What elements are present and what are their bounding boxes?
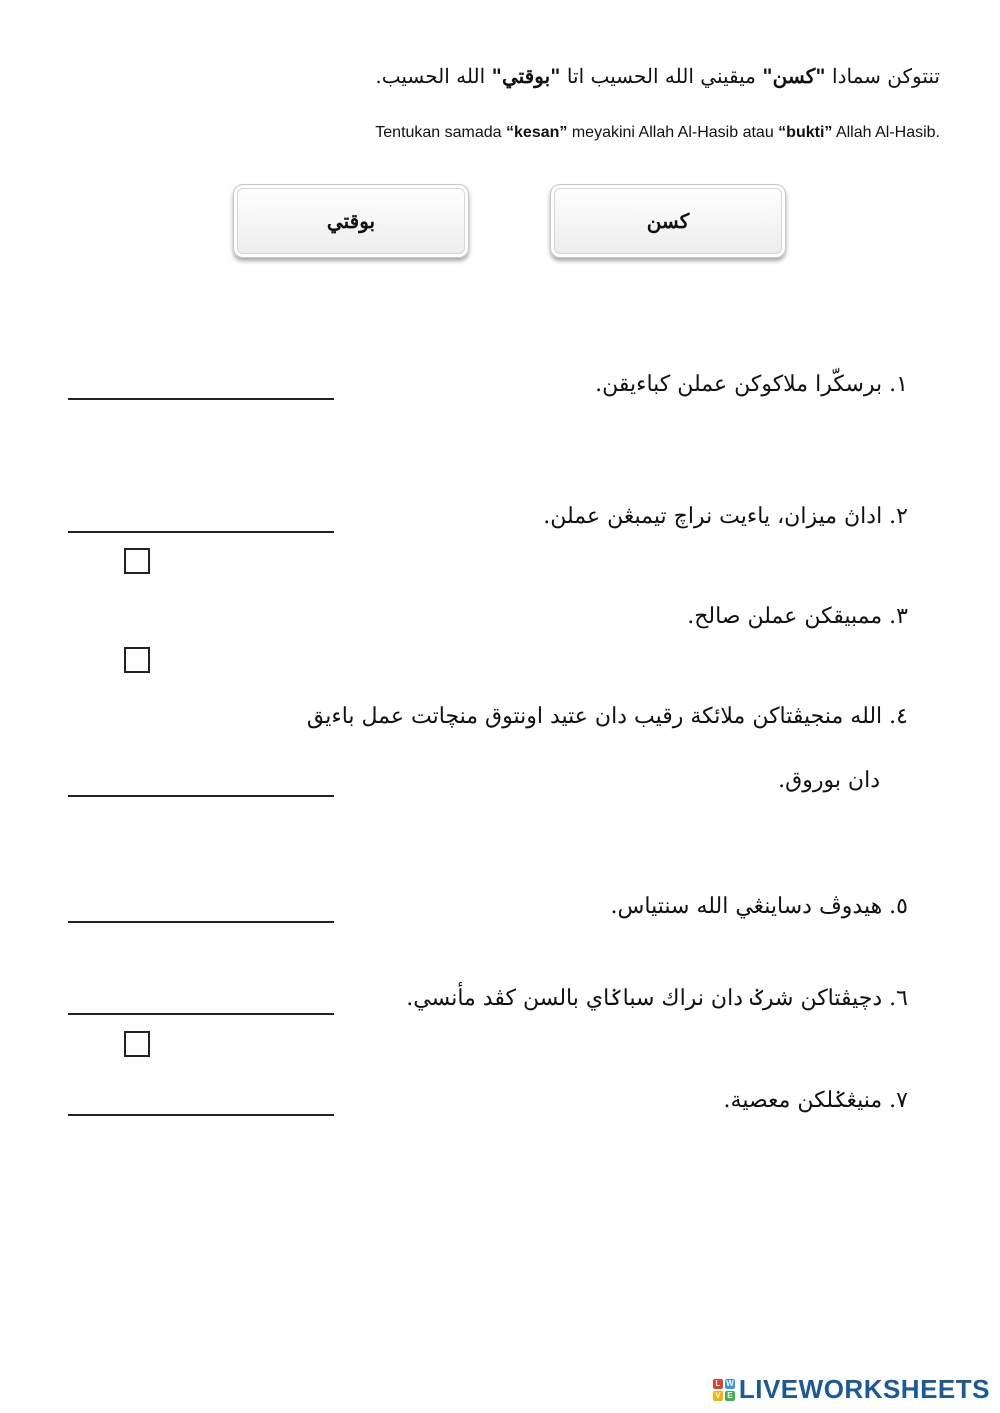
question-3: ٣. ممبيقكن عملن صالح. [687,604,908,629]
instruction-rumi-kesan: “kesan” [506,124,568,141]
instruction-rumi-bukti: “bukti” [778,124,833,141]
option-kesan-button[interactable]: كسن [550,184,786,258]
instruction-bukti-term: "بوقتي" [491,64,561,88]
question-4: ٤. الله منجيڤتاكن ملائكة رقيب دان عتيد اونتوق منچاتت عمل باءيق [306,704,908,729]
answer-line-1[interactable] [68,398,334,400]
answer-line-6[interactable] [68,1013,334,1015]
answer-line-7[interactable] [68,1114,334,1116]
instruction-kesan-term: "كسن" [762,64,826,88]
question-1: ١. برسكّرا ملاكوكن عملن كباءيقن. [595,372,908,397]
answer-line-5[interactable] [68,921,334,923]
question-7: ٧. منيڠݢلكن معصية. [723,1088,908,1113]
question-6: ٦. دچيڤتاكن شرݢ دان نراك سباݢاي بالسن كڤد مأنسي. [406,986,908,1011]
answer-checkbox-3[interactable] [124,647,150,673]
question-4-continued: دان بوروق. [778,768,880,793]
liveworksheets-footer [713,1374,990,1405]
liveworksheets-brand: LIVEWORKSHEETS [738,1374,990,1404]
answer-checkbox-2[interactable] [124,548,150,574]
answer-line-4[interactable] [68,795,334,797]
instruction-jawi: تنتوكن سمادا "كسن" ميقيني الله الحسيب اتا "بوقتي" الله الحسيب. [375,64,940,88]
liveworksheets-logo-icon: L W V E [713,1379,735,1401]
option-bukti-button[interactable]: بوقتي [233,184,469,258]
question-5: ٥. هيدوڤ دساينڠي الله سنتياس. [610,894,908,919]
question-2: ٢. اداڽ ميزان، ياءيت نراچ تيمبڠن عملن. [543,504,908,529]
instruction-rumi: Tentukan samada “kesan” meyakini Allah Al-Hasib atau “bukti” Allah Al-Hasib. [375,124,940,141]
answer-line-2[interactable] [68,531,334,533]
answer-checkbox-6[interactable] [124,1031,150,1057]
